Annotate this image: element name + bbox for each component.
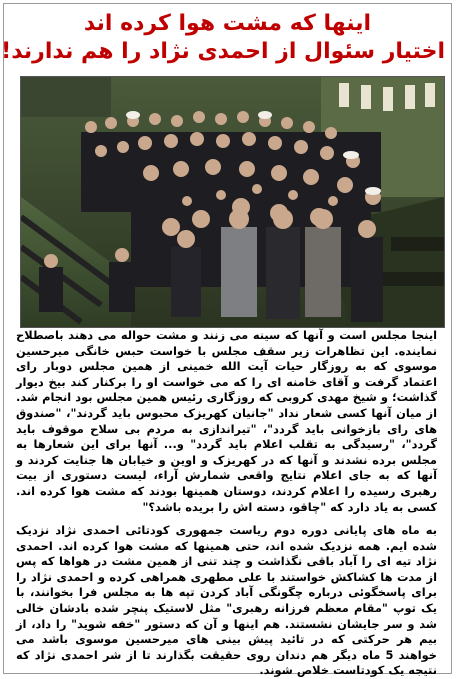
article-paragraph-1: اینجا مجلس است و آنها که سینه می زنند و مشت حواله می دهند باصطلاح نماینده. این تظاهرات زیر سقف مجلس با خواست حبس خانگی میرحسین موسوی که به روزگار حیات آیت الله خمینی از همین مجلس دوبار رای اعتماد گرفت و آقای خامنه ای را که می خواست او را برکنار کند بیخ دیوار گذاشت؛ و شیخ مهدی کروبی که روزگاری رئیس همین مجلس بود انجام شد. از میان آنها کسی شعار نداد "جانیان کهریزک محبوس باید گردند"، "صندوق های رای بازخوانی باید گردد"، "تیراندازی به مردم بی سلاح موقوف باید گردد"، "رسیدگی به تقلب اعلام باید گردد" و... آنها برای این شعارها به مجلس برده نشدند و آنها که در کهریزک و اوین و خیابان ها جنایت کردند و آنها که به جای اعلام نتایج واقعی شمارش آراء، لیست دستوری از بیت رهبری رسیده را اعلام کردند، دوستان همینها بودند که مشت هوا کرده اند. کسی به یاد دارد که "چاقو، دسته اش را بریده باشد؟" [16,328,437,514]
parliament-photo-illustration [21,77,444,327]
headline-line-2: اختیار سئوال از احمدی نژاد را هم ندارند! [1,39,445,64]
headline-line-1: اینها که مشت هوا کرده اند [83,11,372,36]
article-photo [20,76,445,328]
article-frame [1,3,452,678]
article-paragraph-2: به ماه های پایانی دوره دوم ریاست جمهوری کودتائی احمدی نژاد نزدیک شده ایم. همه نزدیک شده اند، حتی همینها که مشت هوا کرده اند. احمدی نژاد تیه ای را آباد باقی نگذاشت و چند تنی از همین مشت در هواها که پس از مدت ها کشاکش خواستند با علی مطهری همراهی کرده و احمدی نژاد را برای پاسخگوئی درباره چگونگی آباد کردن تپه ها به مجلس فرا بخوانند، با یک توپ "مقام معظم فرزانه رهبری" مثل لاستیک پنچر شده بادشان خالی شد و سر جایشان نشستند. هم اینها و آن که دستور "خفه شوید" را داد، از بیم هر حرکتی که در تائید پیش بینی های میرحسین موسوی باشد می خواهند 5 ماه دیگر هم دندان روی حقیقت بگذارند تا از شر احمدی نژاد که نتیجه یک کودتاست خلاص شوند. [16,523,437,678]
